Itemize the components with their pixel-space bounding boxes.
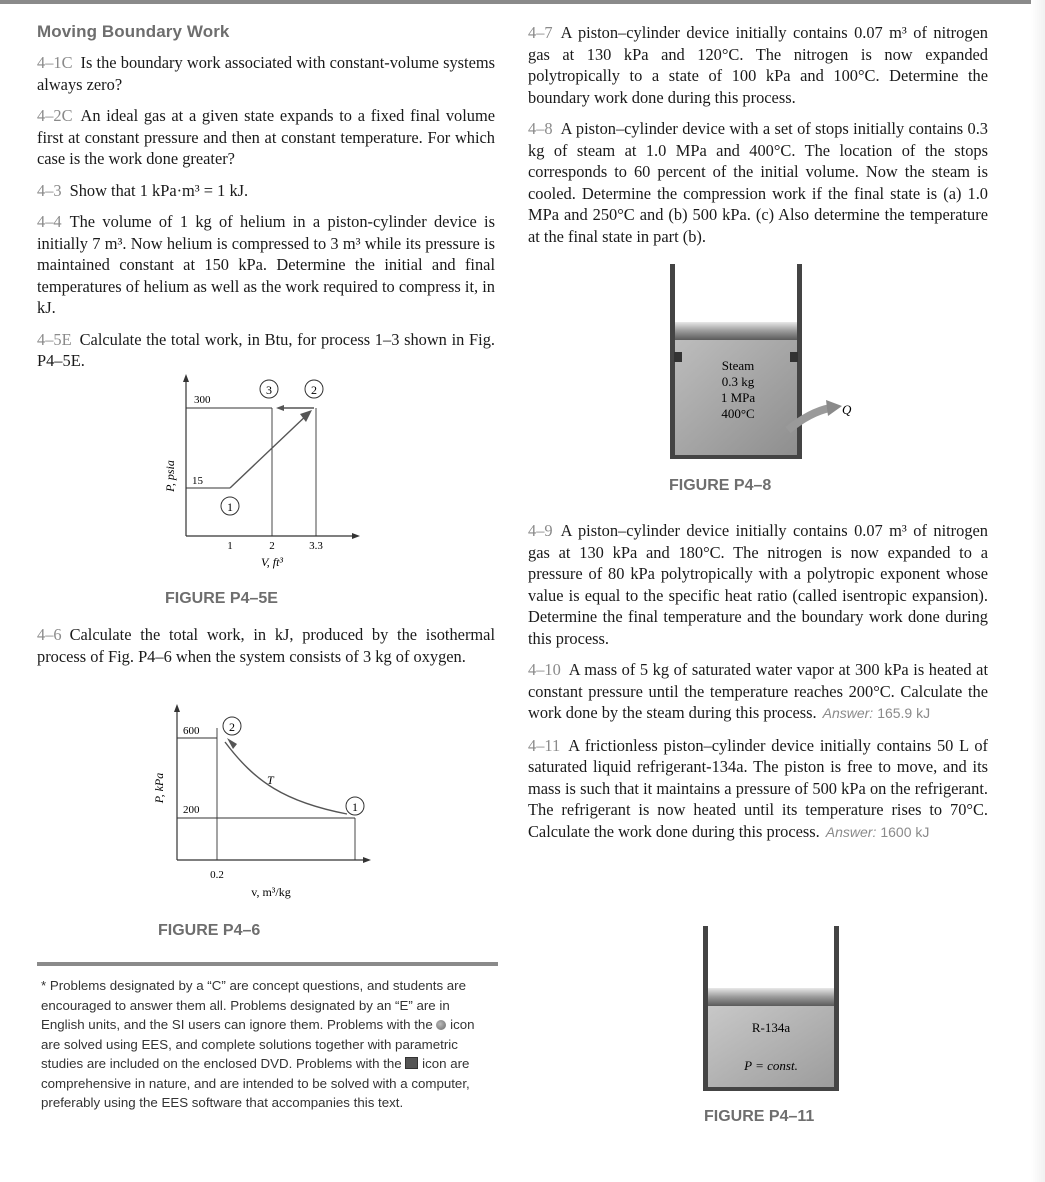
y-axis-arrow [174, 704, 180, 712]
piston [707, 988, 835, 1006]
right-column-mid [528, 520, 988, 853]
xtick-1: 1 [227, 540, 233, 552]
figure-p4-5e-caption: FIGURE P4–5E [165, 590, 278, 607]
process-2-3-arrow [276, 405, 284, 411]
process-1-2-line [230, 412, 310, 488]
problem-4-6: 4–6 Calculate the total work, in kJ, produced by the isothermal process of Fig. P4–6 when the system consists of 3 kg of oxygen. [37, 625, 495, 666]
stop-right [790, 352, 798, 362]
cylinder-wall-left [703, 926, 708, 1090]
figure-p4-6-caption: FIGURE P4–6 [158, 922, 261, 939]
problem-4-3: 4–3 Show that 1 kPa·m³ = 1 kJ. [37, 180, 249, 200]
figure-p4-5e [150, 372, 370, 572]
cylinder-wall-right [834, 926, 839, 1090]
ytick-200: 200 [183, 804, 200, 816]
figure-p4-11 [698, 924, 844, 1100]
heat-arrowhead [826, 400, 842, 416]
xtick-3-3: 3.3 [309, 540, 323, 552]
ytick-15: 15 [192, 475, 203, 487]
x-axis-arrow [363, 857, 371, 863]
problem-4-1c: 4–1C Is the boundary work associated with constant-volume systems always zero? [37, 53, 495, 94]
problem-4-8: 4–8 A piston–cylinder device with a set of stops initially contains 0.3 kg of steam at 1.0 MPa and 400°C. The location of the stops corresponds to 60 percent of the initial volume. Now the steam is cooled. Determine the compression work if the final state is (a) 1.0 MPa and 250°C and (b) 500 kPa. (c) Also determine the temperature at the final state in part (b). [528, 119, 988, 246]
pressure-label: 1 MPa [720, 390, 756, 405]
condition-label: P = const. [744, 1058, 798, 1073]
refrigerant-region [707, 1006, 835, 1088]
mass-label: 0.3 kg [721, 374, 755, 389]
x-axis-arrow [352, 533, 360, 539]
state-1-label: 1 [352, 800, 358, 814]
ees-icon [436, 1020, 446, 1030]
state-3-label: 3 [266, 383, 272, 397]
footnote: * Problems designated by a “C” are concept questions, and students are encouraged to answer them all. Problems designated by an “E” are in English units, and the SI users can ignore them. Problems with the icon are solved using EES, and complete solutions together with parametric studies are included on the enclosed DVD. Problems with the icon are comprehensive in nature, and are intended to be solved with a computer, preferably using the EES software that accompanies this text. [41, 978, 475, 1110]
y-axis-label: P, psia [163, 460, 177, 492]
cylinder-base [703, 1087, 839, 1091]
xtick-2: 2 [269, 540, 275, 552]
ytick-300: 300 [194, 394, 211, 406]
steam-label: Steam [721, 358, 755, 373]
state-2-label: 2 [229, 720, 235, 734]
ytick-600: 600 [183, 725, 200, 737]
fluid-label: R-134a [751, 1020, 791, 1035]
y-axis-label: P, kPa [152, 772, 166, 804]
y-axis-arrow [183, 374, 189, 382]
isotherm-curve [225, 742, 347, 814]
figure-p4-8 [660, 262, 880, 462]
figure-p4-8-caption: FIGURE P4–8 [669, 477, 772, 494]
piston [674, 322, 798, 340]
problem-4-5e: 4–5E Calculate the total work, in Btu, for process 1–3 shown in Fig. P4–5E. [37, 329, 495, 370]
computer-icon [405, 1057, 418, 1069]
page-edge-shade [1031, 0, 1045, 1182]
state-1-label: 1 [227, 500, 233, 514]
figure-p4-11-caption: FIGURE P4–11 [704, 1108, 815, 1125]
left-column [37, 22, 495, 382]
problem-4-4: 4–4 The volume of 1 kg of helium in a piston-cylinder device is initially 7 m³. Now helium is compressed to 3 m³ while its pressure is maintained constant at 150 kPa. Determine the initial and final temperatures of helium as well as the work required to compress it, in kJ. [37, 212, 495, 317]
problem-4-9: 4–9 A piston–cylinder device initially contains 0.07 m³ of nitrogen gas at 130 kPa and 180°C. The nitrogen is now expanded to a pressure of 80 kPa polytropically with a polytropic exponent whose value is equal to the specific heat ratio (called isentropic expansion). Determine the final temperature and the boundary work done during this process. [528, 521, 988, 648]
footnote-rule [37, 962, 498, 966]
x-axis-label: V, ft³ [260, 555, 284, 569]
cylinder-base [670, 455, 802, 459]
problem-4-7: 4–7 A piston–cylinder device initially contains 0.07 m³ of nitrogen gas at 130 kPa and 120°C. The nitrogen is now expanded polytropically to a state of 100 kPa and 100°C. Determine the boundary work done during this process. [528, 23, 988, 107]
x-axis-label: v, m³/kg [251, 885, 291, 899]
top-rule [0, 0, 1045, 4]
right-column-top [528, 22, 988, 257]
stop-left [674, 352, 682, 362]
problem-4-2c: 4–2C An ideal gas at a given state expands to a fixed final volume first at constant pressure and then at constant temperature. For which case is the work done greater? [37, 106, 495, 168]
heat-label: Q [842, 402, 852, 417]
xtick-0-2: 0.2 [210, 869, 224, 881]
curve-label-t: T [267, 773, 274, 787]
temperature-label: 400°C [721, 406, 755, 421]
state-2-label: 2 [311, 383, 317, 397]
problem-4-10: 4–10 A mass of 5 kg of saturated water vapor at 300 kPa is heated at constant pressure until the temperature reaches 200°C. Calculate the work done by the steam during this process. Answer: 165.9 kJ [528, 660, 988, 722]
problem-4-11: 4–11 A frictionless piston–cylinder device initially contains 50 L of saturated liquid refrigerant-134a. The piston is free to move, and its mass is such that it maintains a pressure of 500 kPa on the refrigerant. The refrigerant is now heated until its temperature rises to 70°C. Calculate the work done during this process. Answer: 1600 kJ [528, 735, 988, 841]
section-title: Moving Boundary Work [37, 22, 230, 41]
figure-p4-6 [145, 702, 385, 902]
